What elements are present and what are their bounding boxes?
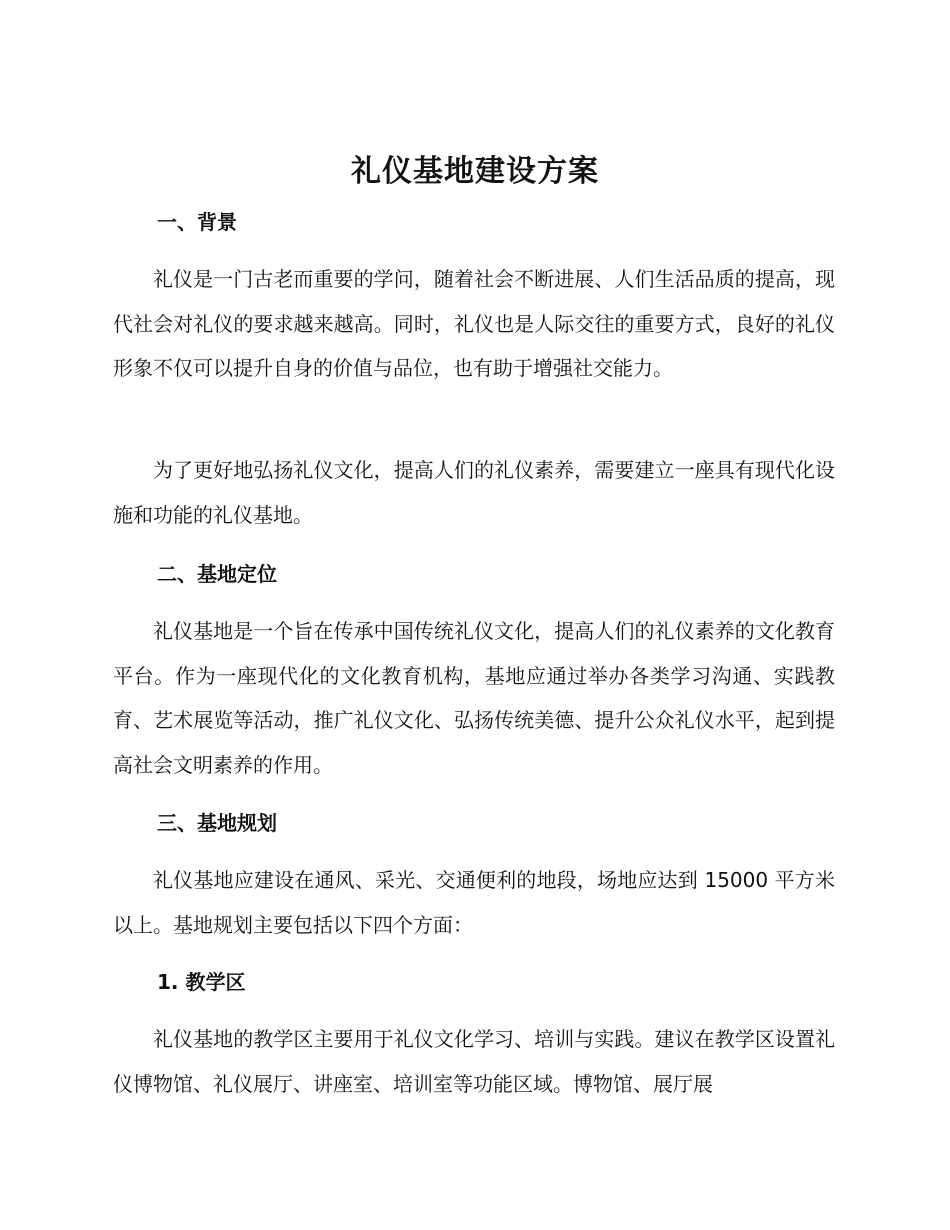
section-heading-background: 一、背景 (157, 210, 237, 234)
paragraph-teaching-area-1: 礼仪基地的教学区主要用于礼仪文化学习、培训与实践。建议在教学区设置礼仪博物馆、礼仪展厅、讲座室、培训室等功能区域。博物馆、展厅展 (113, 1027, 835, 1096)
subsection-heading-teaching-area: 1. 教学区 (157, 970, 246, 994)
paragraph-planning-1: 礼仪基地应建设在通风、采光、交通便利的地段，场地应达到 15000 平方米以上。基地规划主要包括以下四个方面： (113, 868, 835, 937)
paragraph-background-1: 礼仪是一门古老而重要的学问，随着社会不断进展、人们生活品质的提高，现代社会对礼仪的要求越来越高。同时，礼仪也是人际交往的重要方式，良好的礼仪形象不仅可以提升自身的价值与品位，也有助于增强社交能力。 (113, 267, 835, 380)
document-title: 礼仪基地建设方案 (351, 154, 599, 189)
paragraph-positioning-1: 礼仪基地是一个旨在传承中国传统礼仪文化，提高人们的礼仪素养的文化教育平台。作为一座现代化的文化教育机构，基地应通过举办各类学习沟通、实践教育、艺术展览等活动，推广礼仪文化、弘扬传统美德、提升公众礼仪水平，起到提高社会文明素养的作用。 (113, 619, 835, 777)
paragraph-background-2: 为了更好地弘扬礼仪文化，提高人们的礼仪素养，需要建立一座具有现代化设施和功能的礼仪基地。 (113, 458, 835, 527)
section-heading-positioning: 二、基地定位 (157, 562, 277, 586)
section-heading-planning: 三、基地规划 (157, 811, 277, 835)
